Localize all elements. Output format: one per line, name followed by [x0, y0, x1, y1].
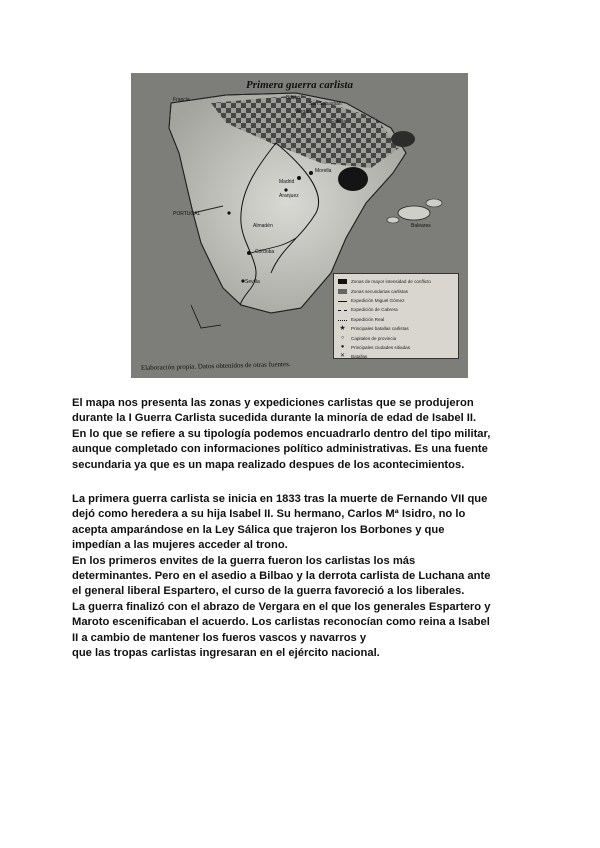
legend-item: ★ Principales batallas carlistas	[339, 325, 409, 333]
paragraph-intro	[72, 396, 542, 473]
place-label-aranjuez: Aranjuez	[279, 193, 299, 199]
legend-swatch	[338, 289, 347, 294]
legend-item: Expedición de Cabrera	[338, 305, 454, 314]
paragraph-history	[72, 492, 542, 661]
place-label-almaden: Almadén	[253, 223, 273, 229]
text-line: En los primeros envites de la guerra fueron los carlistas los más	[72, 554, 416, 567]
place-label-vergara: Vergara	[295, 109, 313, 115]
map-title: Primera guerra carlista	[246, 79, 353, 91]
legend-line	[338, 310, 347, 311]
text-line: II a cambio de mantener los fueros vascos y navarros y	[72, 631, 367, 644]
legend-item: ● Principales ciudades sitiadas	[338, 343, 454, 352]
place-label-sevilla: Sevilla	[245, 279, 260, 285]
circle-icon: ○	[340, 334, 345, 341]
place-label-morella: Morella	[315, 168, 332, 174]
map-legend	[333, 273, 459, 359]
text-line: La primera guerra carlista se inicia en 1833 tras la muerte de Fernando VII que	[72, 493, 488, 505]
text-line: determinantes. Pero en el asedio a Bilbao y la derrota carlista de Luchana ante	[72, 569, 491, 582]
legend-swatch	[338, 279, 347, 284]
text-line: secundaria ya que es un mapa realizado despues de los acontecimientos.	[72, 458, 465, 471]
place-label-france: Francia	[173, 97, 190, 103]
text-line: Maroto escenificaban el acuerdo. Los carlistas reconocían como reina a Isabel	[72, 616, 490, 629]
place-label-madrid: Madrid	[279, 179, 295, 185]
dot-icon: ●	[340, 343, 345, 350]
text-line: el general liberal Espartero, el curso de la guerra favoreció a los liberales.	[72, 585, 465, 598]
text-line: impedían a las mujeres acceder al trono.	[72, 539, 288, 552]
legend-item: Zonas de mayor intensidad de conflicto	[338, 277, 454, 286]
legend-item: ○ Capitales de provincia	[338, 333, 454, 342]
legend-line	[338, 320, 347, 321]
text-line: durante la I Guerra Carlista sucedida durante la minoría de edad de Isabel II.	[72, 412, 477, 425]
legend-item: Expedición Real	[338, 315, 454, 324]
crossed-swords-icon: ✕	[339, 353, 346, 360]
legend-item: Expedición Miguel Gómez	[338, 296, 454, 305]
text-line: dejó como heredera a su hija Isabel II. Su hermano, Carlos Mª Isidro, no lo	[72, 508, 466, 521]
text-line: La guerra finalizó con el abrazo de Vergara en el que los generales Espartero y	[72, 600, 491, 613]
place-label-portugal: PORTUGAL	[173, 211, 201, 217]
legend-item: Zonas secundarias carlistas	[338, 286, 454, 295]
map-photo	[131, 73, 468, 378]
legend-item: ✕ Batallas	[339, 353, 368, 360]
map-caption: Elaboración propia. Datos obtenidos de otras fuentes.	[140, 360, 291, 372]
place-label-estella: Estella	[331, 119, 347, 125]
star-icon: ★	[339, 325, 346, 333]
text-line: aunque completado con informaciones político administrativas. Es una fuente	[72, 443, 488, 456]
text-line: El mapa nos presenta las zonas y expediciones carlistas que se produjeron	[72, 397, 474, 409]
place-label-bilbao: Bilbao	[286, 95, 300, 101]
place-label-cordoba: Córdoba	[255, 249, 275, 255]
place-label-san-sebastian: San Sebastián	[309, 101, 342, 107]
place-label-baleares: Baleares	[411, 223, 431, 229]
legend-line	[338, 301, 347, 302]
text-line: acepta amparándose en la Ley Sálica que trajeron los Borbones y que	[72, 523, 445, 536]
text-line: que las tropas carlistas ingresaran en el ejército nacional.	[72, 646, 380, 659]
text-line: En lo que se refiere a su tipología podemos encuadrarlo dentro del tipo militar,	[72, 427, 491, 440]
